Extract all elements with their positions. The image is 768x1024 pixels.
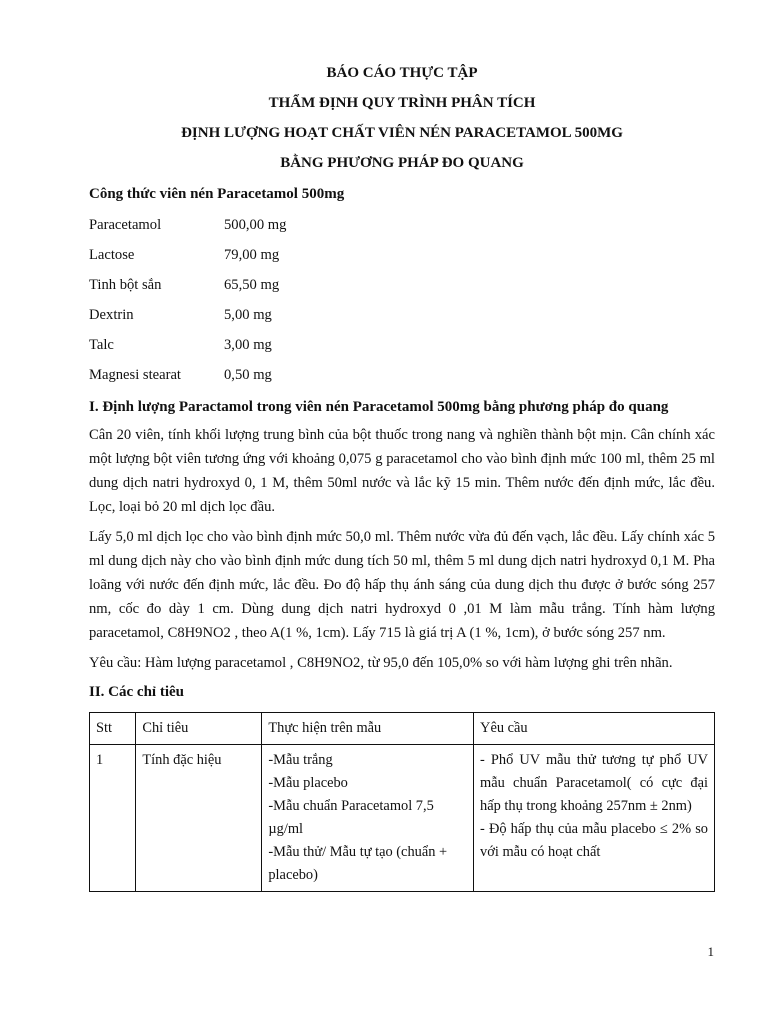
- column-header-requirements: Yêu cầu: [474, 713, 715, 745]
- table-header-row: [90, 713, 715, 745]
- cell-samples: [262, 745, 474, 892]
- cell-criterion: Tính đặc hiệu: [136, 745, 262, 892]
- table-row: [90, 745, 715, 892]
- page-number: 1: [707, 944, 714, 959]
- ingredient-name: Dextrin: [89, 307, 134, 323]
- sample-item: -Mẫu chuẩn Paracetamol 7,5 µg/ml: [268, 798, 434, 837]
- ingredient-name: Tinh bột sắn: [89, 277, 162, 293]
- column-header-criterion: Chỉ tiêu: [136, 713, 262, 745]
- formula-heading: Công thức viên nén Paracetamol 500mg: [89, 186, 345, 202]
- report-title-line-1: BÁO CÁO THỰC TẬP: [326, 65, 478, 81]
- section-1-paragraph: Cân 20 viên, tính khối lượng trung bình của bột thuốc trong nang và nghiền thành bột mịn. Cân chính xác một lượng bột viên tương ứng với khoảng 0,075 g paracetamol cho vào bình định mức 100 ml, thêm 25 ml dung dịch natri hydroxyd 0, 1 M, thêm 50ml nước và lắc kỹ 15 min. Thêm nước đến định mức, lắc đều. Lọc, loại bỏ 20 ml dịch lọc đầu.: [89, 427, 715, 515]
- formula-row: [89, 300, 715, 330]
- sample-item: -Mẫu trắng: [268, 752, 333, 768]
- section-1-paragraph: Lấy 5,0 ml dịch lọc cho vào bình định mức 50,0 ml. Thêm nước vừa đủ đến vạch, lắc đều. Lấy chính xác 5 ml dung dịch này cho vào bình định mức dung tích 50 ml, thêm 5 ml dung dịch natri hydroxyd 0,1 M. Pha loãng với nước đến định mức, lắc đều. Đo độ hấp thụ ánh sáng của dung dịch thu được ở bước sóng 257 nm, cốc đo dày 1 cm. Dùng dung dịch natri hydroxyd 0 ,01 M làm mẫu trắng. Tính hàm lượng paracetamol, C8H9NO2 , theo A(1 %, 1cm). Lấy 715 là giá trị A (1 %, 1cm), ở bước sóng 257 nm.: [89, 529, 715, 641]
- ingredient-amount: 5,00 mg: [224, 307, 272, 323]
- criteria-table: [89, 712, 715, 892]
- column-header-samples: Thực hiện trên mẫu: [262, 713, 474, 745]
- formula-row: [89, 210, 715, 240]
- ingredient-name: Talc: [89, 337, 114, 353]
- report-title-block: [89, 58, 715, 178]
- ingredient-amount: 0,50 mg: [224, 367, 272, 383]
- sample-item: -Mẫu thử/ Mẫu tự tạo (chuẩn + placebo): [268, 844, 448, 883]
- ingredient-name: Lactose: [89, 247, 135, 263]
- section-1-paragraph: Yêu cầu: Hàm lượng paracetamol , C8H9NO2, từ 95,0 đến 105,0% so với hàm lượng ghi trên nhãn.: [89, 655, 673, 671]
- ingredient-name: Magnesi stearat: [89, 367, 181, 383]
- requirement-item: - Phổ UV mẫu thử tương tự phổ UV mẫu chuẩn Paracetamol( có cực đại hấp thụ trong khoảng 257nm ± 2nm): [480, 752, 708, 814]
- ingredient-name: Paracetamol: [89, 217, 162, 233]
- section-2-heading: II. Các chỉ tiêu: [89, 684, 184, 700]
- section-1-heading: I. Định lượng Paractamol trong viên nén Paracetamol 500mg bằng phương pháp đo quang: [89, 399, 669, 415]
- ingredient-amount: 3,00 mg: [224, 337, 272, 353]
- formula-row: [89, 240, 715, 270]
- ingredient-amount: 65,50 mg: [224, 277, 280, 293]
- cell-stt: 1: [90, 745, 136, 892]
- formula-row: [89, 360, 715, 390]
- cell-requirements: [474, 745, 715, 892]
- report-title-line-2: THẨM ĐỊNH QUY TRÌNH PHÂN TÍCH: [268, 95, 536, 111]
- formula-list: [89, 210, 715, 390]
- formula-row: [89, 270, 715, 300]
- sample-item: -Mẫu placebo: [268, 775, 348, 791]
- ingredient-amount: 500,00 mg: [224, 217, 287, 233]
- ingredient-amount: 79,00 mg: [224, 247, 280, 263]
- column-header-stt: Stt: [90, 713, 136, 745]
- report-title-line-3: ĐỊNH LƯỢNG HOẠT CHẤT VIÊN NÉN PARACETAMOL 500MG: [181, 125, 623, 141]
- formula-row: [89, 330, 715, 360]
- requirement-item: - Độ hấp thụ của mẫu placebo ≤ 2% so với mẫu có hoạt chất: [480, 821, 708, 860]
- document-page: [89, 58, 715, 892]
- report-title-line-4: BẰNG PHƯƠNG PHÁP ĐO QUANG: [280, 155, 524, 171]
